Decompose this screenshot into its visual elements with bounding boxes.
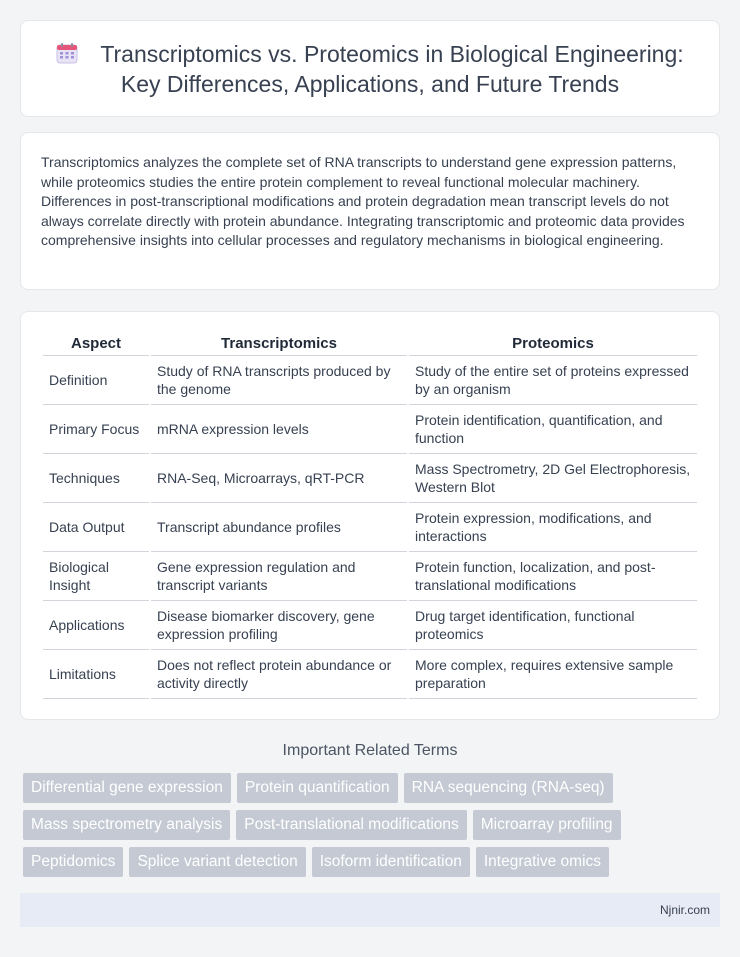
- page-title: [37, 39, 703, 99]
- term-tag[interactable]: Microarray profiling: [473, 810, 621, 840]
- term-tag[interactable]: RNA sequencing (RNA-seq): [404, 773, 613, 803]
- aspect-cell: Applications: [43, 601, 149, 650]
- header-transcriptomics: Transcriptomics: [151, 332, 407, 356]
- term-tag[interactable]: Peptidomics: [23, 847, 123, 877]
- transcriptomics-cell: Study of RNA transcripts produced by the genome: [151, 356, 407, 405]
- comparison-table-card: [20, 311, 720, 720]
- proteomics-cell: Protein identification, quantification, and function: [409, 405, 697, 454]
- table-row: [43, 601, 697, 650]
- comparison-table: [41, 332, 699, 699]
- table-row: [43, 552, 697, 601]
- proteomics-cell: Study of the entire set of proteins expressed by an organism: [409, 356, 697, 405]
- related-terms-list: [20, 773, 700, 877]
- transcriptomics-cell: Gene expression regulation and transcript variants: [151, 552, 407, 601]
- intro-text: Transcriptomics analyzes the complete set of RNA transcripts to understand gene expression patterns, while proteomics studies the entire protein complement to reveal functional molecular machinery. Differences in post-transcriptional modifications and protein degradation mean transcript levels do not always correlate directly with protein abundance. Integrating transcriptomic and proteomic data provides comprehensive insights into cellular processes and regulatory mechanisms in biological engineering.: [41, 154, 685, 249]
- aspect-cell: Biological Insight: [43, 552, 149, 601]
- proteomics-cell: Protein expression, modifications, and interactions: [409, 503, 697, 552]
- term-tag[interactable]: Differential gene expression: [23, 773, 231, 803]
- header-aspect: Aspect: [43, 332, 149, 356]
- proteomics-cell: Mass Spectrometry, 2D Gel Electrophoresis, Western Blot: [409, 454, 697, 503]
- transcriptomics-cell: Disease biomarker discovery, gene expression profiling: [151, 601, 407, 650]
- aspect-cell: Techniques: [43, 454, 149, 503]
- calendar-icon: [56, 42, 78, 64]
- aspect-cell: Definition: [43, 356, 149, 405]
- term-tag[interactable]: Integrative omics: [476, 847, 609, 877]
- proteomics-cell: Drug target identification, functional proteomics: [409, 601, 697, 650]
- transcriptomics-cell: mRNA expression levels: [151, 405, 407, 454]
- table-row: [43, 405, 697, 454]
- term-tag[interactable]: Post-translational modifications: [236, 810, 467, 840]
- aspect-cell: Data Output: [43, 503, 149, 552]
- footer: [20, 893, 720, 927]
- transcriptomics-cell: RNA-Seq, Microarrays, qRT-PCR: [151, 454, 407, 503]
- footer-site-link[interactable]: Njnir.com: [659, 903, 710, 917]
- term-tag[interactable]: Protein quantification: [237, 773, 398, 803]
- table-row: [43, 356, 697, 405]
- title-card: [20, 20, 720, 117]
- proteomics-cell: Protein function, localization, and post-translational modifications: [409, 552, 697, 601]
- transcriptomics-cell: Transcript abundance profiles: [151, 503, 407, 552]
- related-terms-title: Important Related Terms: [282, 742, 458, 759]
- table-row: [43, 503, 697, 552]
- page-title-text: Transcriptomics vs. Proteomics in Biological Engineering: Key Differences, Applications, and Future Trends: [100, 40, 684, 97]
- intro-card: [20, 132, 720, 290]
- table-row: [43, 650, 697, 699]
- table-row: [43, 454, 697, 503]
- table-header-row: [43, 332, 697, 356]
- term-tag[interactable]: Splice variant detection: [129, 847, 305, 877]
- aspect-cell: Limitations: [43, 650, 149, 699]
- proteomics-cell: More complex, requires extensive sample preparation: [409, 650, 697, 699]
- transcriptomics-cell: Does not reflect protein abundance or activity directly: [151, 650, 407, 699]
- term-tag[interactable]: Mass spectrometry analysis: [23, 810, 230, 840]
- term-tag[interactable]: Isoform identification: [312, 847, 470, 877]
- header-proteomics: Proteomics: [409, 332, 697, 356]
- aspect-cell: Primary Focus: [43, 405, 149, 454]
